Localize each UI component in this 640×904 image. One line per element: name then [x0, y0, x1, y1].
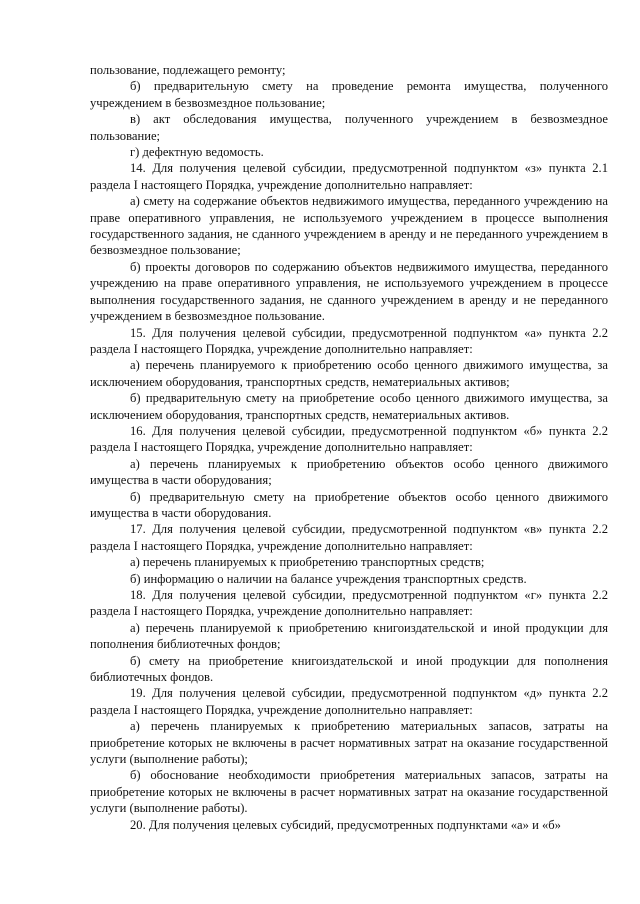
paragraph-15b: б) предварительную смету на приобретение особо ценного движимого имущества, за исключением оборудования, транспортных средств, нематериальных активов.: [90, 391, 608, 422]
paragraph-14b: б) проекты договоров по содержанию объектов недвижимого имущества, переданного учреждению на праве оперативного управления, не используемого учреждением в процессе выполнения государственного задания, не сданного учреждением в аренду и не переданного учреждением в безвозмездное пользование.: [90, 259, 608, 324]
paragraph-13v: в) акт обследования имущества, полученного учреждением в безвозмездное пользование;: [90, 112, 608, 143]
paragraph-18b: б) смету на приобретение книгоиздательской и иной продукции для пополнения библиотечных фондов.: [90, 653, 608, 685]
paragraph-17: 17. Для получения целевой субсидии, предусмотренной подпунктом «в» пункта 2.2 раздела I настоящего Порядка, учреждение дополнительно направляет:: [90, 522, 608, 553]
document-body: [90, 62, 608, 833]
paragraph-16b: б) предварительную смету на приобретение объектов особо ценного движимого имущества в части оборудования.: [90, 489, 608, 520]
paragraph-15a: а) перечень планируемого к приобретению особо ценного движимого имущества, за исключением оборудования, транспортных средств, нематериальных активов;: [90, 358, 608, 389]
paragraph-15: 15. Для получения целевой субсидии, предусмотренной подпунктом «а» пункта 2.2 раздела I настоящего Порядка, учреждение дополнительно направляет:: [90, 325, 608, 356]
paragraph-19b: б) обоснование необходимости приобретения материальных запасов, затраты на приобретение которых не включены в расчет нормативных затрат на оказание государственной услуги (выполнение работы).: [90, 768, 608, 816]
paragraph-14: 14. Для получения целевой субсидии, предусмотренной подпунктом «з» пункта 2.1 раздела I настоящего Порядка, учреждение дополнительно направляет:: [90, 161, 608, 192]
paragraph-continuation: пользование, подлежащего ремонту;: [90, 63, 286, 77]
paragraph-18: 18. Для получения целевой субсидии, предусмотренной подпунктом «г» пункта 2.2 раздела I настоящего Порядка, учреждение дополнительно направляет:: [90, 588, 608, 619]
paragraph-17b: б) информацию о наличии на балансе учреждения транспортных средств.: [130, 571, 527, 586]
paragraph-14a: а) смету на содержание объектов недвижимого имущества, переданного учреждению на праве оперативного управления, не используемого учреждением в процессе выполнения государственного задания, не сданного учреждением в аренду и не переданного учреждением в безвозмездное пользование;: [90, 194, 608, 258]
paragraph-19a: а) перечень планируемых к приобретению материальных запасов, затраты на приобретение которых не включены в расчет нормативных затрат на оказание государственной услуги (выполнение работы);: [90, 719, 608, 767]
paragraph-20: 20. Для получения целевых субсидий, предусмотренных подпунктами «а» и «б»: [130, 817, 561, 832]
paragraph-13g: г) дефектную ведомость.: [130, 145, 264, 160]
paragraph-16a: а) перечень планируемых к приобретению объектов особо ценного движимого имущества в части оборудования;: [90, 456, 608, 488]
paragraph-13b: б) предварительную смету на проведение ремонта имущества, полученного учреждением в безвозмездное пользование;: [90, 79, 608, 110]
paragraph-16: 16. Для получения целевой субсидии, предусмотренной подпунктом «б» пункта 2.2 раздела I настоящего Порядка, учреждение дополнительно направляет:: [90, 423, 608, 455]
paragraph-17a: а) перечень планируемых к приобретению транспортных средств;: [130, 555, 485, 570]
paragraph-18a: а) перечень планируемой к приобретению книгоиздательской и иной продукции для пополнения библиотечных фондов;: [90, 620, 608, 652]
paragraph-19: 19. Для получения целевой субсидии, предусмотренной подпунктом «д» пункта 2.2 раздела I настоящего Порядка, учреждение дополнительно направляет:: [90, 686, 608, 717]
